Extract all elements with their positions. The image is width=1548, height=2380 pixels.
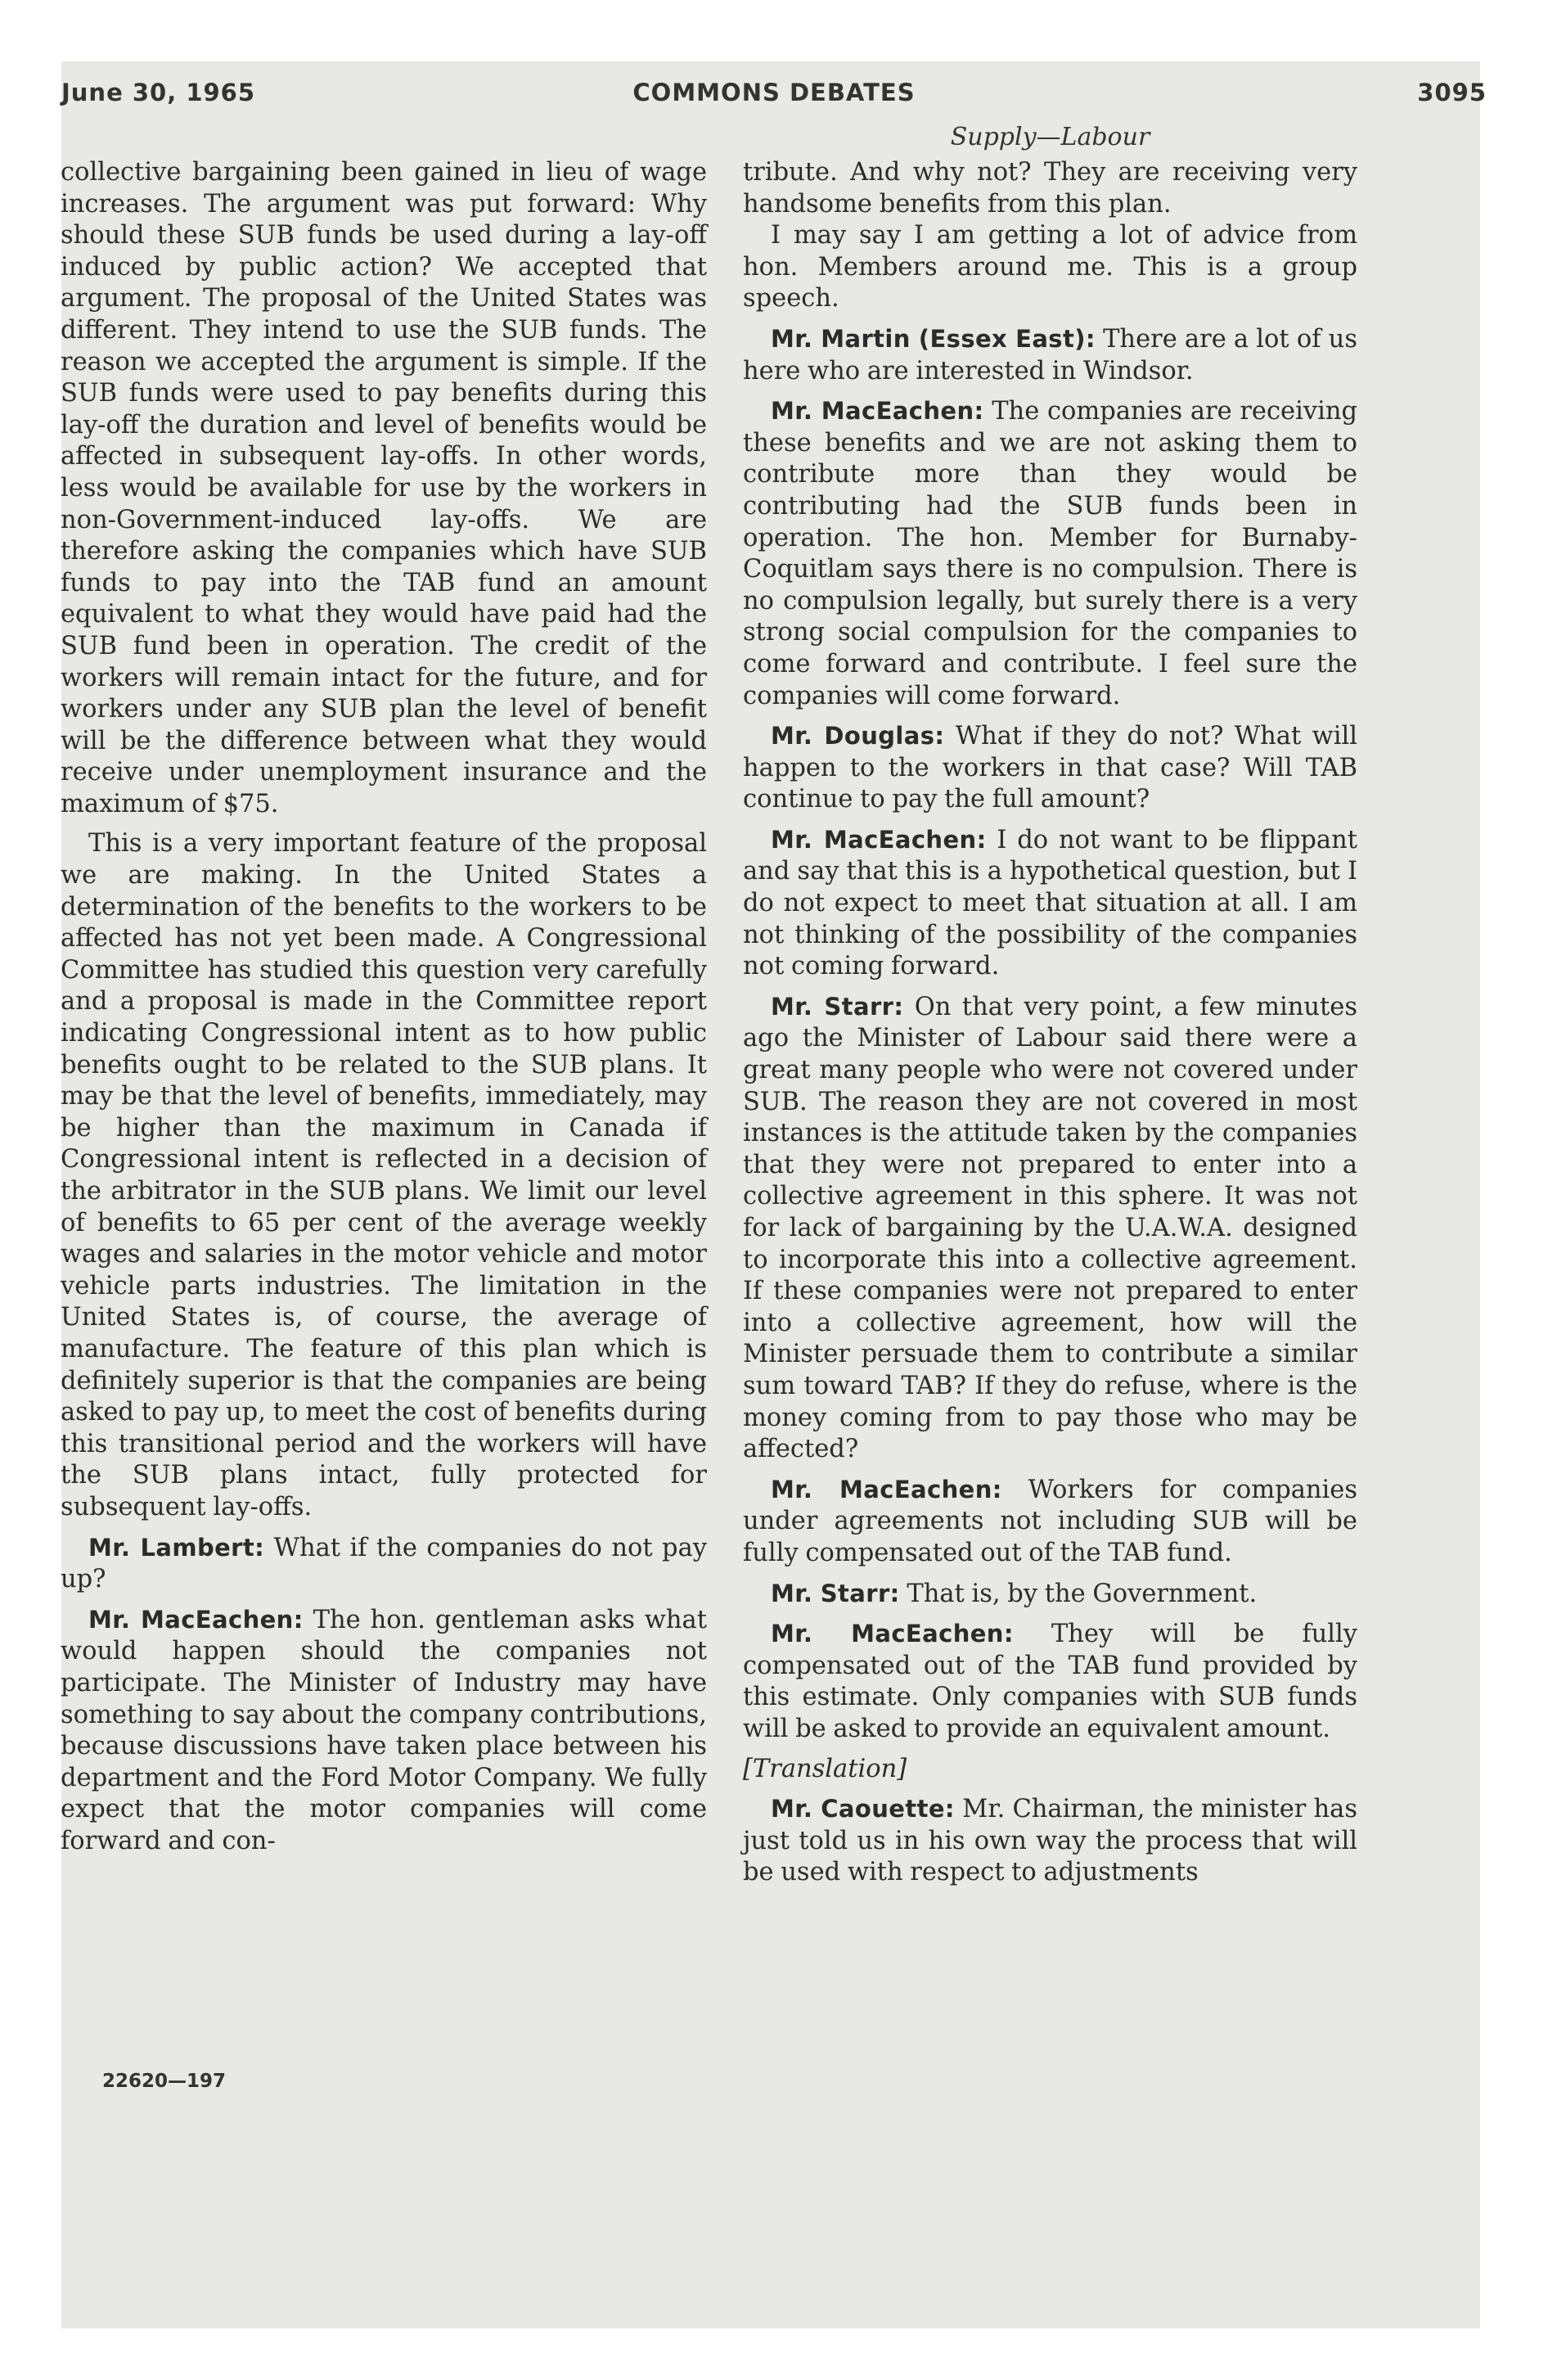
header-page-number: 3095 xyxy=(1417,79,1487,106)
paragraph-text: What if they do not? What will happen to the workers in that case? Will TAB continue to pay the full amount? xyxy=(743,722,1357,814)
speaker-name: Mr. Caouette: xyxy=(771,1795,955,1823)
paragraph xyxy=(743,323,1357,387)
page-footer-code: 22620—197 xyxy=(102,2071,227,2092)
translation-marker xyxy=(743,1754,1357,1786)
paragraph xyxy=(743,1474,1357,1570)
right-column xyxy=(743,157,1357,1889)
paragraph xyxy=(743,395,1357,712)
paragraph-text: They will be fully compensated out of the TAB fund provided by this estimate. Only companies with SUB funds will be asked to provide an equivalent amount. xyxy=(743,1620,1358,1743)
header-title: COMMONS DEBATES xyxy=(632,79,916,106)
paragraph-text: [Translation] xyxy=(743,1754,907,1783)
paragraph-text: Mr. Chairman, the minister has just told us in his own way the process that will be used with respect to adjustments xyxy=(743,1795,1357,1887)
paragraph xyxy=(743,157,1357,220)
speaker-name: Mr. MacEachen: xyxy=(771,1475,1002,1503)
paragraph-text: The hon. gentleman asks what would happen should the companies not participate. The Minister of Industry may have something to say about the company contributions, because discussions have taken place between his department and the Ford Motor Company. We fully expect that the motor companies will come forward and con- xyxy=(61,1605,707,1855)
paragraph-text: Workers for companies under agreements not including SUB will be fully compensated out of the TAB fund. xyxy=(743,1475,1357,1567)
speaker-name: Mr. MacEachen: xyxy=(88,1605,304,1634)
speaker-name: Mr. Martin (Essex East): xyxy=(771,324,1096,353)
paragraph xyxy=(743,991,1357,1466)
paragraph xyxy=(61,1604,707,1858)
paragraph-text: I do not want to be flippant and say that this is a hypothetical question, but I do not expect to meet that situation at all. I am not thinking of the possibility of the companies not coming forward. xyxy=(743,825,1358,981)
speaker-name: Mr. Douglas: xyxy=(771,722,945,751)
paragraph xyxy=(743,1618,1357,1745)
paragraph xyxy=(61,1532,707,1596)
paragraph xyxy=(743,220,1357,315)
paragraph-text: tribute. And why not? They are receiving very handsome benefits from this plan. xyxy=(743,158,1357,219)
left-column xyxy=(61,157,707,1857)
paragraph xyxy=(743,1578,1357,1611)
speaker-name: Mr. Starr: xyxy=(771,1579,900,1607)
header-date: June 30, 1965 xyxy=(61,79,256,106)
paragraph-text: On that very point, a few minutes ago the Minister of Labour said there were a great many people who were not covered under SUB. The reason they are not covered in most instances is the attitude taken by the companies that they were not prepared to enter into a collective agreement in this sphere. It was not for lack of bargaining by the U.A.W.A. designed to incorporate this into a collective agreement. If these companies were not prepared to enter into a collective agreement, how will the Minister persuade them to contribute a similar sum toward TAB? If they do refuse, where is the money coming from to pay those who may be affected? xyxy=(743,992,1357,1464)
paragraph-text: I may say I am getting a lot of advice from hon. Members around me. This is a group speech. xyxy=(743,221,1357,313)
paragraph xyxy=(743,720,1357,816)
paragraph xyxy=(61,828,707,1523)
paragraph xyxy=(743,1793,1357,1889)
speaker-name: Mr. MacEachen: xyxy=(771,825,987,854)
paragraph-text: That is, by the Government. xyxy=(907,1579,1258,1608)
page-header xyxy=(61,79,1487,119)
paragraph-text: The companies are receiving these benefits and we are not asking them to contribute more than they would be contributing had the SUB funds been in operation. The hon. Member for Burnaby-Coquitlam says there is no compulsion. There is no compulsion legally, but surely there is a very strong social compulsion for the companies to come forward and contribute. I feel sure the companies will come forward. xyxy=(743,397,1357,710)
speaker-name: Mr. MacEachen: xyxy=(771,1620,1014,1648)
speaker-name: Mr. MacEachen: xyxy=(771,397,984,426)
paragraph-text: There are a lot of us here who are interested in Windsor. xyxy=(743,324,1357,385)
paragraph xyxy=(61,157,707,820)
speaker-name: Mr. Starr: xyxy=(771,992,904,1021)
paragraph-text: What if the companies do not pay up? xyxy=(61,1533,707,1594)
paragraph-text: This is a very important feature of the proposal we are making. In the United States a determination of the benefits to the workers to be affected has not yet been made. A Congressional Committee has studied this question very carefully and a proposal is made in the Committee report indicating Congressional intent as to how public benefits ought to be related to the SUB plans. It may be that the level of benefits, immediately, may be higher than the maximum in Canada if Congressional intent is reflected in a decision of the arbitrator in the SUB plans. We limit our level of benefits to 65 per cent of the average weekly wages and salaries in the motor vehicle and motor vehicle parts industries. The limitation in the United States is, of course, the average of manufacture. The feature of this plan which is definitely superior is that the companies are being asked to pay up, to meet the cost of benefits during this transitional period and the workers will have the SUB plans intact, fully protected for subsequent lay-offs. xyxy=(61,829,707,1521)
paragraph-text: collective bargaining been gained in lieu of wage increases. The argument was put forward: Why should these SUB funds be used during a lay-off induced by public action? We accepted that argument. The proposal of the United States was different. They intend to use the SUB funds. The reason we accepted the argument is simple. If the SUB funds were used to pay benefits during this lay-off the duration and level of benefits would be affected in subsequent lay-offs. In other words, less would be available for use by the workers in non-Government-induced lay-offs. We are therefore asking the companies which have SUB funds to pay into the TAB fund an amount equivalent to what they would have paid had the SUB fund been in operation. The credit of the workers will remain intact for the future, and for workers under any SUB plan the level of benefit will be the difference between what they would receive under unemployment insurance and the maximum of $75. xyxy=(61,158,707,818)
speaker-name: Mr. Lambert: xyxy=(88,1533,265,1562)
paragraph xyxy=(743,824,1357,983)
section-subhead: Supply—Labour xyxy=(950,123,1150,151)
